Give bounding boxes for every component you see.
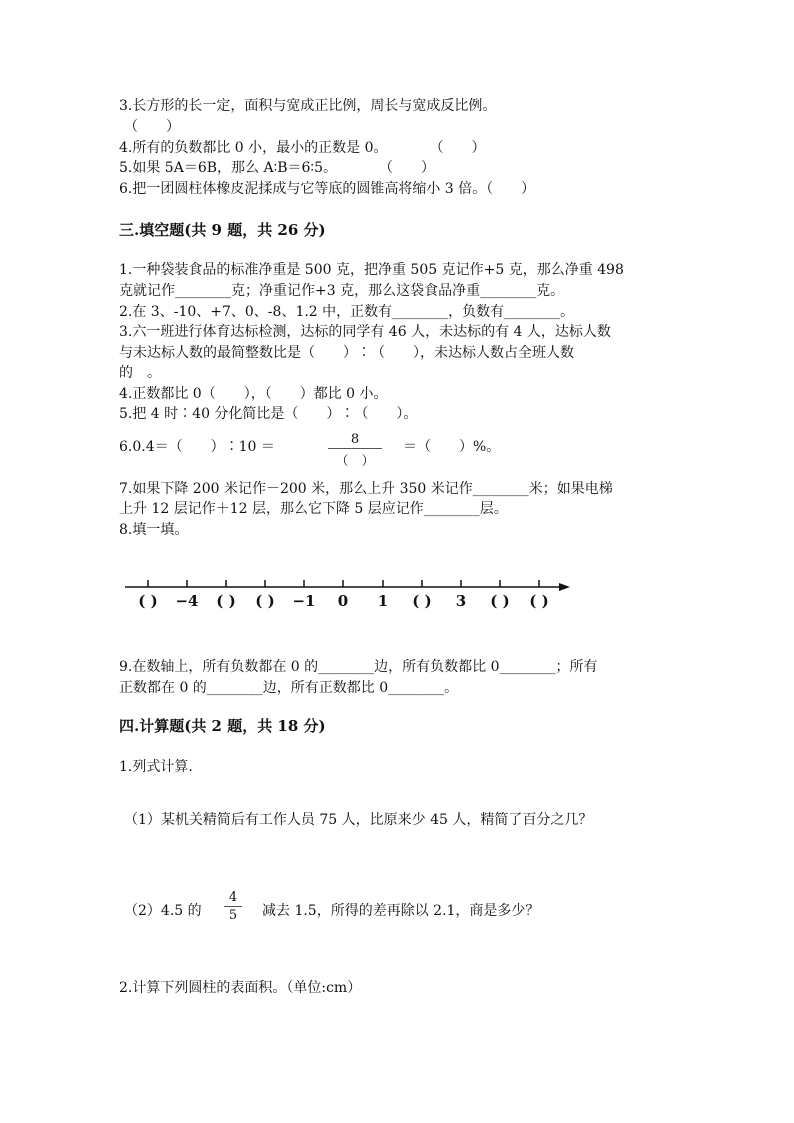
fill-q6-left: 6.0.4＝（ ）∶10 ＝	[119, 439, 275, 455]
section-title-fill-in: 三.填空题(共 9 题，共 26 分)	[119, 221, 326, 239]
number-line-label: 1	[377, 592, 389, 610]
number-line-label: −4	[175, 592, 199, 610]
number-line-label: 3	[455, 592, 467, 610]
fill-q6-numerator: 8	[350, 432, 360, 447]
fill-q5: 5.把 4 时∶40 分化简比是（ ）∶（ ）。	[119, 406, 418, 422]
calc-q2: 2.计算下列圆柱的表面积。（单位:cm）	[119, 980, 362, 996]
number-line-arrow	[559, 583, 570, 591]
judge-q4: 4.所有的负数都比 0 小，最小的正数是 0。 （ ）	[119, 140, 486, 156]
number-line-label: −1	[292, 592, 316, 610]
number-line-ticks	[148, 580, 539, 587]
judge-q3-paren: （ ）	[124, 119, 180, 135]
calc-q1-2-left: （2）4.5 的	[124, 903, 202, 919]
number-line-label: ( )	[255, 592, 275, 610]
fill-q1-line2: 克就记作________克；净重记作+3 克，那么这袋食品净重________克。	[119, 283, 565, 299]
fill-q1-line1: 1.一种袋装食品的标准净重是 500 克，把净重 505 克记作+5 克，那么净重 498	[119, 262, 624, 278]
judge-q6: 6.把一团圆柱体橡皮泥揉成与它等底的圆锥高将缩小 3 倍。（ ）	[119, 181, 536, 197]
fill-q2: 2.在 3、-10、+7、0、-8、1.2 中，正数有________，负数有________。	[119, 304, 575, 320]
fill-q9-line1: 9.在数轴上，所有负数都在 0 的________边，所有负数都比 0________；所有	[119, 659, 598, 675]
fill-q8: 8.填一填。	[119, 522, 189, 538]
calc-q1-2-numerator: 4	[228, 890, 238, 905]
calc-q1-2-fraction-bar	[224, 906, 242, 907]
calc-q1-2-fraction	[224, 890, 242, 923]
number-line-label: ( )	[138, 592, 158, 610]
number-line-label: ( )	[412, 592, 432, 610]
number-line-label: ( )	[529, 592, 549, 610]
section-title-calculation: 四.计算题(共 2 题，共 18 分)	[119, 717, 326, 735]
fill-q3-line2: 与未达标人数的最简整数比是（ ）∶（ ），未达标人数占全班人数	[119, 345, 574, 361]
number-line-label: ( )	[490, 592, 510, 610]
fill-q3-line1: 3.六一班进行体育达标检测，达标的同学有 46 人，未达标的有 4 人，达标人数	[119, 324, 611, 340]
calc-q1-2-denominator: 5	[228, 908, 238, 923]
judge-q3: 3.长方形的长一定，面积与宽成正比例，周长与宽成反比例。	[119, 98, 497, 114]
fill-q7-line1: 7.如果下降 200 米记作－200 米，那么上升 350 米记作________米；如果电梯	[119, 481, 613, 497]
fill-q9-line2: 正数都在 0 的________边，所有正数都比 0________。	[119, 680, 459, 696]
fill-q6-right: ＝（ ）%。	[403, 439, 501, 455]
fill-q7-line2: 上升 12 层记作＋12 层，那么它下降 5 层应记作________层。	[119, 501, 508, 517]
number-line-label: 0	[337, 592, 349, 610]
calc-q1: 1.列式计算.	[119, 759, 193, 775]
fill-q6-denominator: （ ）	[335, 454, 375, 469]
fill-q3-line3: 的 。	[119, 365, 161, 381]
number-line-label: ( )	[216, 592, 236, 610]
calc-q1-1: （1）某机关精简后有工作人员 75 人，比原来少 45 人，精简了百分之几？	[124, 812, 593, 828]
calc-q1-2-right: 减去 1.5，所得的差再除以 2.1，商是多少？	[262, 903, 540, 919]
judge-q5: 5.如果 5A＝6B，那么 A∶B＝6∶5。 （ ）	[119, 160, 435, 176]
fill-q4: 4.正数都比 0（ ），（ ）都比 0 小。	[119, 386, 388, 402]
